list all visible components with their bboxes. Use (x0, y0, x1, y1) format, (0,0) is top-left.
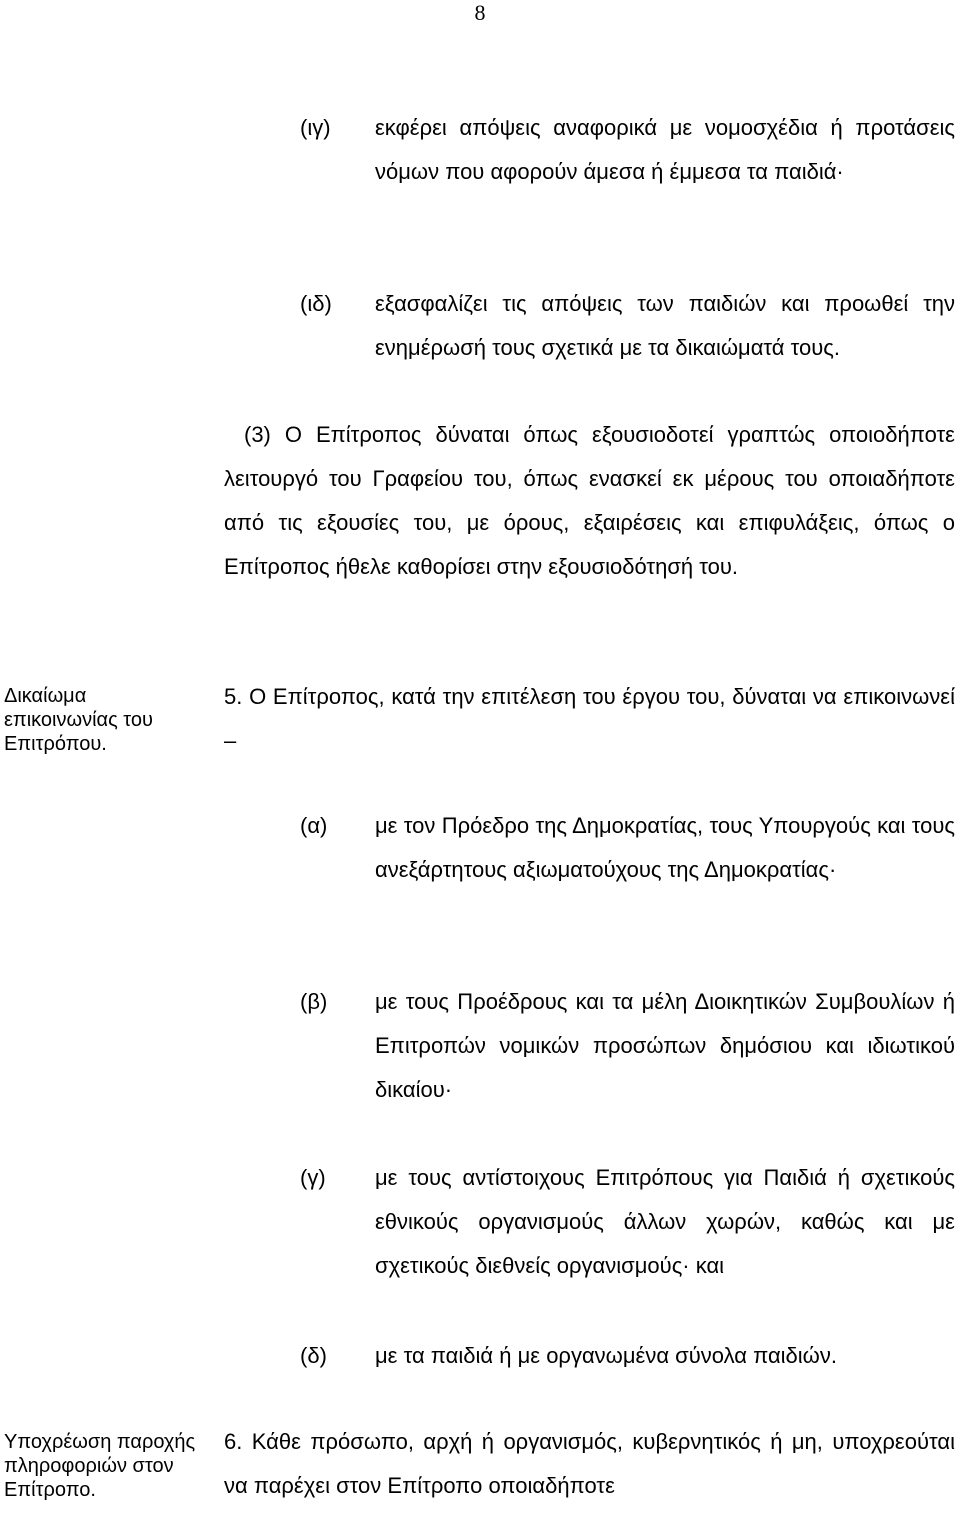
page-number: 8 (474, 0, 486, 25)
section-5-text: 5. Ο Επίτροπος, κατά την επιτέλεση του έργου του, δύναται να επικοινωνεί – (224, 684, 955, 753)
list-item-marker: (ιδ) (300, 291, 332, 316)
list-item-text: με τους αντίστοιχους Επιτρόπους για Παιδιά ή σχετικούς εθνικούς οργανισμούς άλλων χωρών, καθώς και με σχετικούς διεθνείς οργανισμούς· και (375, 1165, 955, 1278)
list-item-marker: (ιγ) (300, 115, 331, 140)
list-item-text: εκφέρει απόψεις αναφορικά με νομοσχέδια ή προτάσεις νόμων που αφορούν άμεσα ή έμμεσα τα παιδιά· (375, 115, 955, 184)
list-item-marker: (δ) (300, 1343, 327, 1368)
list-item-text: με τα παιδιά ή με οργανωμένα σύνολα παιδιών. (375, 1343, 837, 1368)
list-item-text: με τον Πρόεδρο της Δημοκρατίας, τους Υπουργούς και τους ανεξάρτητους αξιωματούχους της Δημοκρατίας· (375, 813, 955, 882)
list-item-marker: (γ) (300, 1165, 326, 1190)
margin-note-section-6: Υποχρέωση παροχής πληροφοριών στον Επίτροπο. (4, 1431, 196, 1501)
list-item-text: εξασφαλίζει τις απόψεις των παιδιών και προωθεί την ενημέρωσή τους σχετικά με τα δικαιώματά τους. (375, 291, 955, 360)
list-item-marker: (β) (300, 989, 328, 1014)
list-item-marker: (α) (300, 813, 328, 838)
list-item-text: με τους Προέδρους και τα μέλη Διοικητικών Συμβουλίων ή Επιτροπών νομικών προσώπων δημόσιου και ιδιωτικού δικαίου· (375, 989, 955, 1102)
margin-note-section-5: Δικαίωμα επικοινωνίας του Επιτρόπου. (4, 685, 153, 755)
section-6-text: 6. Κάθε πρόσωπο, αρχή ή οργανισμός, κυβερνητικός ή μη, υποχρεούται να παρέχει στον Επίτροπο οποιαδήποτε (224, 1429, 955, 1498)
paragraph-3: (3) Ο Επίτροπος δύναται όπως εξουσιοδοτεί γραπτώς οποιοδήποτε λειτουργό του Γραφείου του, όπως ενασκεί εκ μέρους του οποιαδήποτε από τις εξουσίες του, με όρους, εξαιρέσεις και επιφυλάξεις, όπως ο Επίτροπος ήθελε καθορίσει στην εξουσιοδότησή του. (224, 422, 955, 579)
